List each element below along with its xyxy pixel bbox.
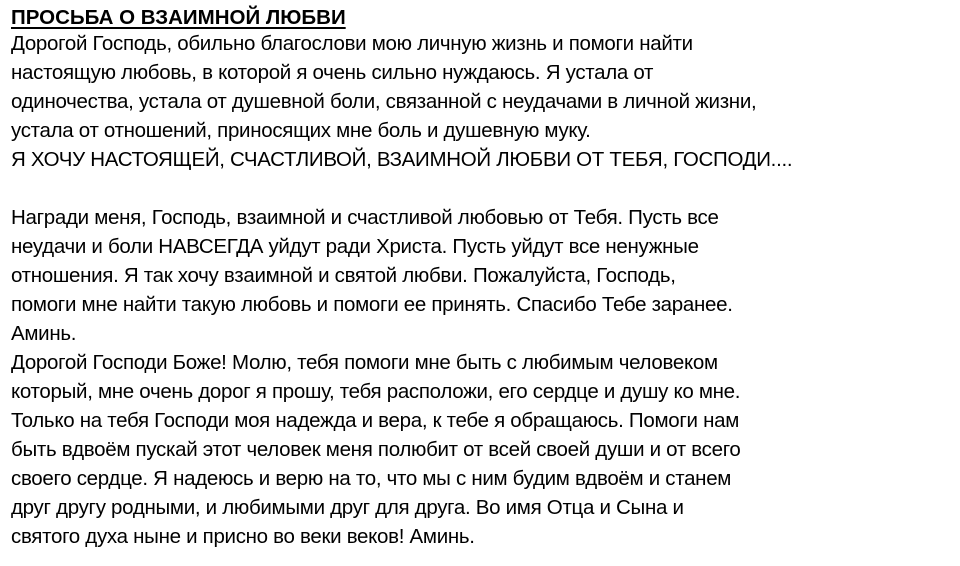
text-line: Дорогой Господь, обильно благослови мою личную жизнь и помоги найти [11, 32, 693, 55]
text-line: Только на тебя Господи моя надежда и вера, к тебе я обращаюсь. Помоги нам [11, 409, 739, 432]
text-line: настоящую любовь, в которой я очень сильно нуждаюсь. Я устала от [11, 61, 654, 84]
paragraph-2 [11, 203, 956, 348]
paragraph-3 [11, 348, 956, 551]
text-line: отношения. Я так хочу взаимной и святой любви. Пожалуйста, Господь, [11, 264, 676, 287]
text-line: своего сердце. Я надеюсь и верю на то, что мы с ним будим вдвоём и станем [11, 467, 732, 490]
text-line: помоги мне найти такую любовь и помоги ее принять. Спасибо Тебе заранее. [11, 293, 733, 316]
paragraph-spacer [11, 174, 956, 203]
text-line: устала от отношений, приносящих мне боль и душевную муку. [11, 119, 591, 142]
text-line: быть вдвоём пускай этот человек меня полюбит от всей своей души и от всего [11, 438, 741, 461]
document-title: ПРОСЬБА О ВЗАИМНОЙ ЛЮБВИ [11, 6, 346, 29]
text-line: Дорогой Господи Боже! Молю, тебя помоги мне быть с любимым человеком [11, 351, 718, 374]
paragraph-1 [11, 29, 956, 174]
text-line: одиночества, устала от душевной боли, связанной с неудачами в личной жизни, [11, 90, 757, 113]
text-line: неудачи и боли НАВСЕГДА уйдут ради Христа. Пусть уйдут все ненужные [11, 235, 699, 258]
text-line: Награди меня, Господь, взаимной и счастливой любовью от Тебя. Пусть все [11, 206, 719, 229]
text-line: святого духа ныне и присно во веки веков! Аминь. [11, 525, 475, 548]
text-line: Аминь. [11, 322, 77, 345]
text-line: друг другу родными, и любимыми друг для друга. Во имя Отца и Сына и [11, 496, 684, 519]
text-line: который, мне очень дорог я прошу, тебя расположи, его сердце и душу ко мне. [11, 380, 741, 403]
prayer-document [11, 0, 956, 551]
text-line: Я ХОЧУ НАСТОЯЩЕЙ, СЧАСТЛИВОЙ, ВЗАИМНОЙ ЛЮБВИ ОТ ТЕБЯ, ГОСПОДИ.... [11, 148, 793, 171]
